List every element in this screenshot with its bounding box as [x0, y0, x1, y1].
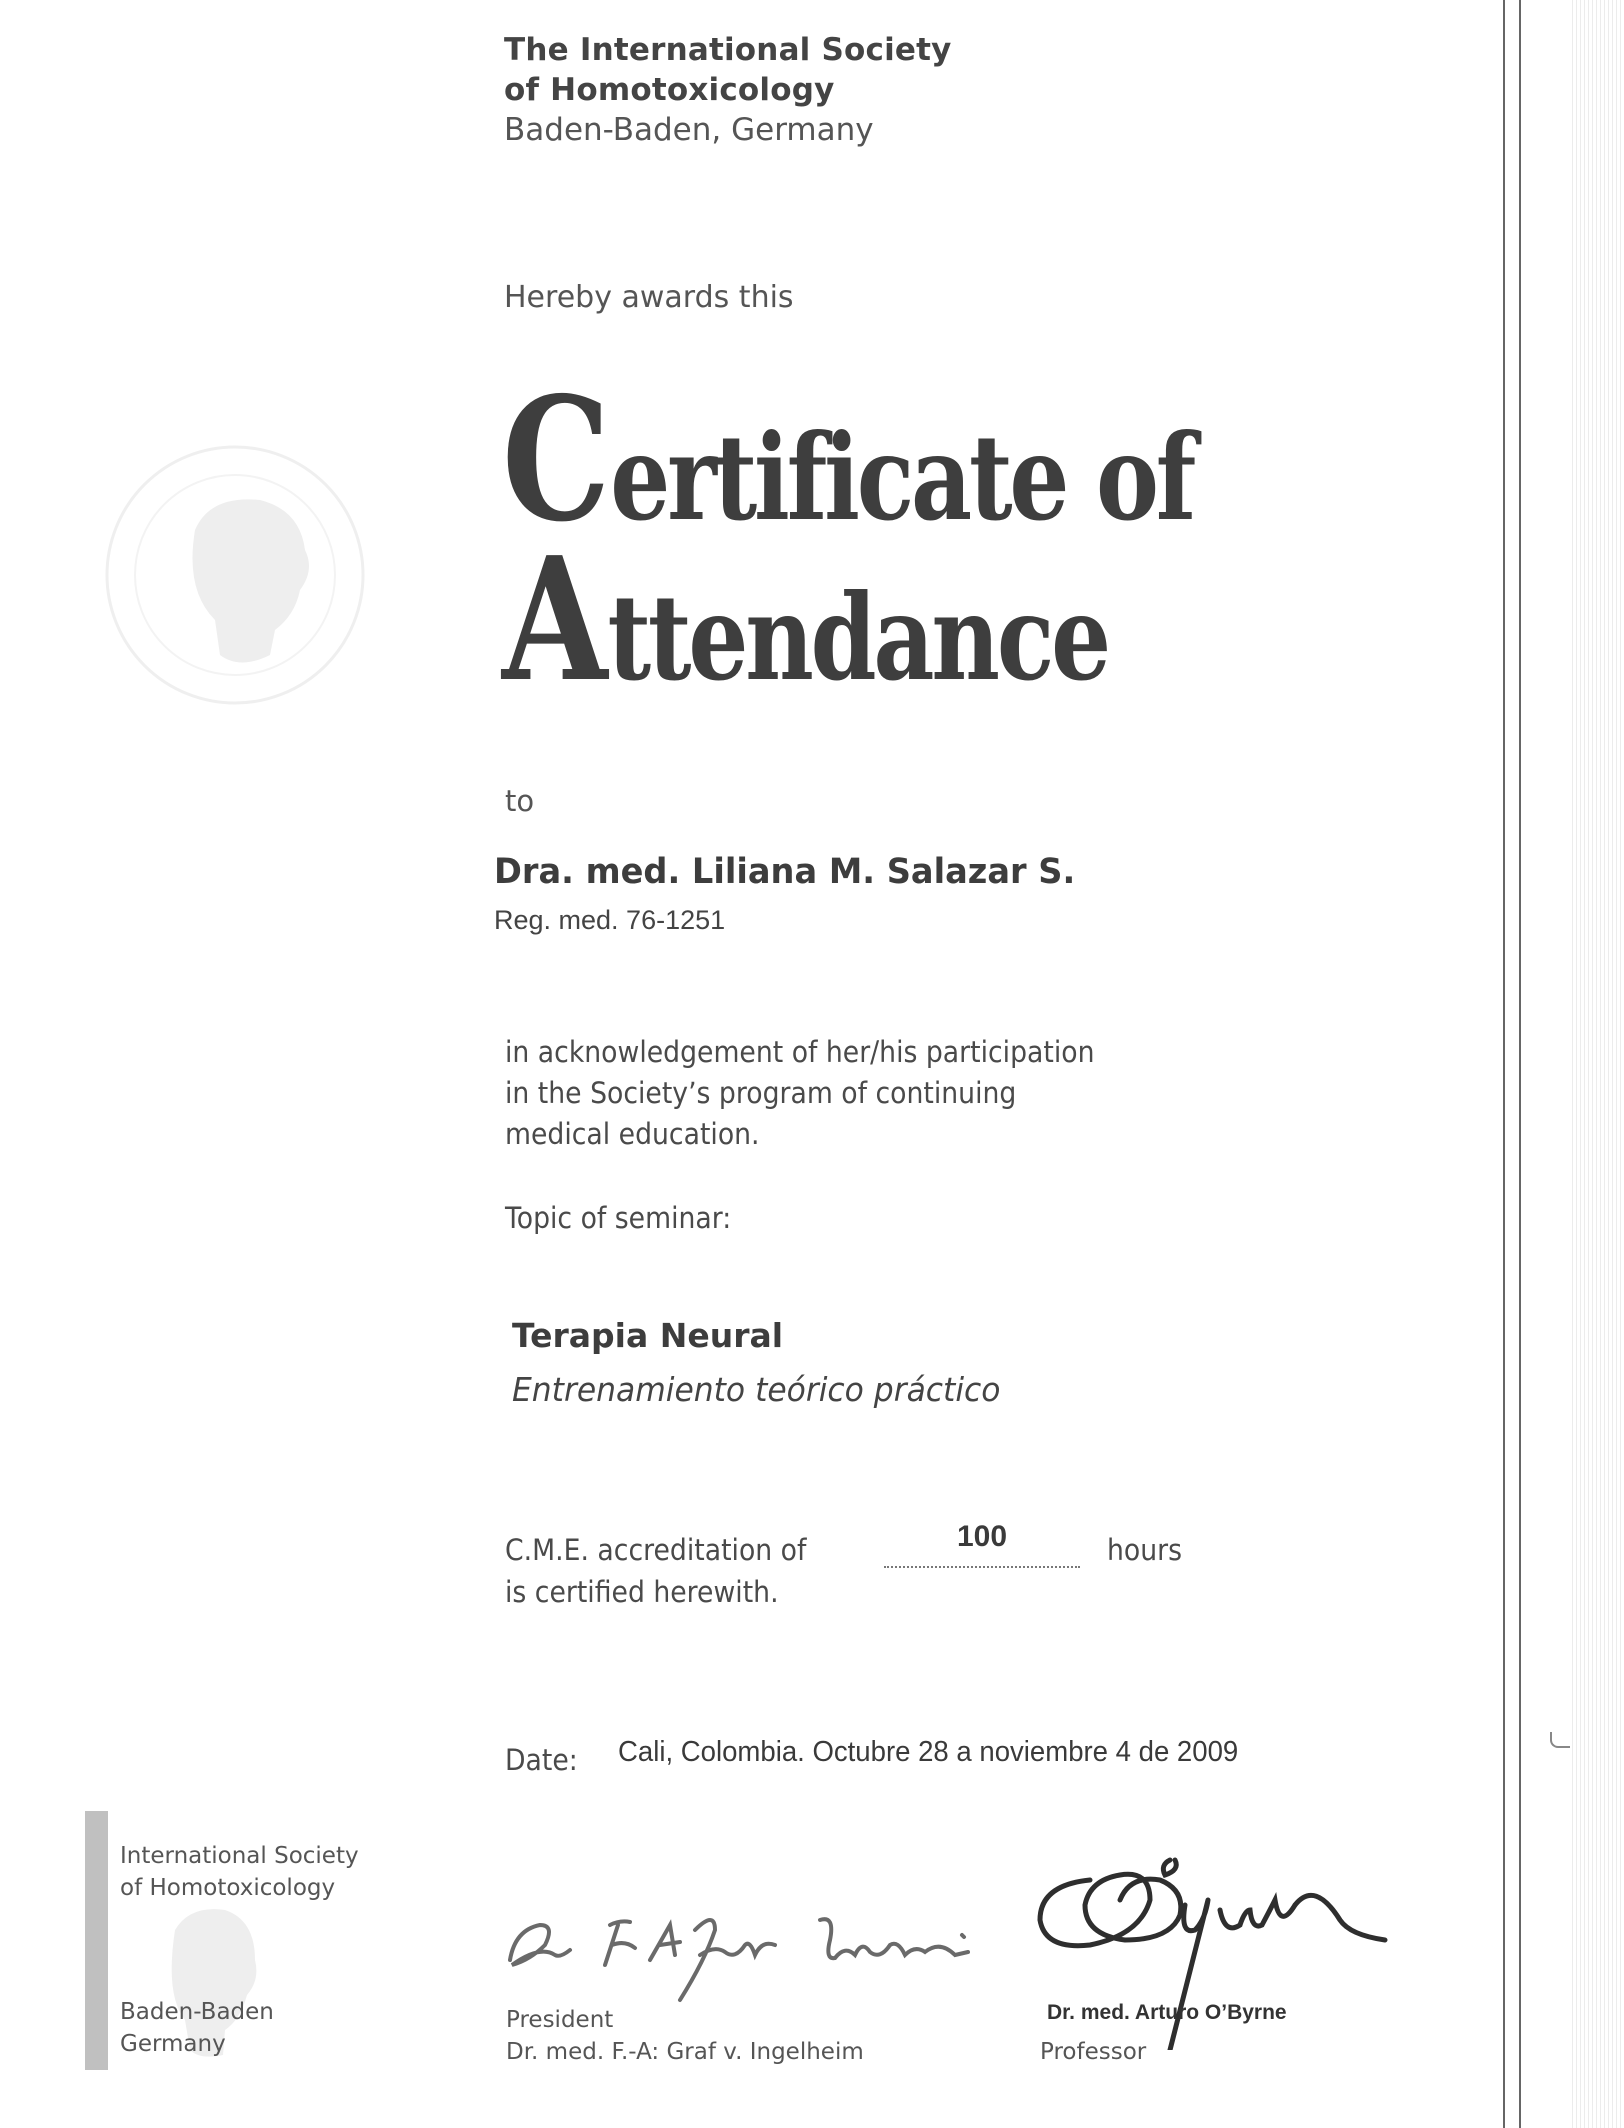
logo-org-line2: of Homotoxicology	[120, 1875, 336, 1901]
ack-line1: in acknowledgement of her/his participation	[505, 1035, 1095, 1069]
border-line-left	[1503, 0, 1505, 2128]
title-line2-rest: ttendance	[607, 568, 1108, 707]
date-label: Date:	[505, 1743, 578, 1777]
accreditation-unit: hours	[1107, 1533, 1183, 1567]
accreditation-hours-value: 100	[956, 1520, 1008, 1553]
logo-city: Baden-Baden	[120, 1999, 274, 2025]
title-initial-c: C	[502, 360, 611, 560]
recipient-registration: Reg. med. 76-1251	[494, 905, 726, 935]
intro-text: Hereby awards this	[504, 280, 794, 315]
logo-country: Germany	[120, 2031, 226, 2057]
accreditation-prefix: C.M.E. accreditation of	[505, 1533, 807, 1567]
certificate-title-line2	[502, 520, 1108, 720]
title-initial-a: A	[502, 520, 608, 720]
scan-edge-stripes	[1572, 0, 1624, 2128]
date-value: Cali, Colombia. Octubre 28 a noviembre 4 de 2009	[618, 1736, 1239, 1768]
seminar-label: Topic of seminar:	[505, 1201, 732, 1235]
recipient-name: Dra. med. Liliana M. Salazar S.	[494, 852, 1076, 892]
ack-line3: medical education.	[505, 1117, 760, 1151]
pen-mark	[1550, 1732, 1570, 1748]
seminar-subtitle: Entrenamiento teórico práctico	[512, 1370, 1001, 1409]
to-label: to	[505, 784, 535, 818]
logo-bar	[85, 1811, 108, 2070]
org-location: Baden-Baden, Germany	[504, 112, 874, 148]
seminar-topic: Terapia Neural	[512, 1316, 784, 1355]
logo-org-line1: International Society	[120, 1843, 359, 1869]
org-name-line2: of Homotoxicology	[504, 72, 835, 108]
accreditation-suffix: is certified herewith.	[505, 1575, 779, 1609]
org-name-line1: The International Society	[504, 32, 952, 68]
embossed-seal-icon	[100, 440, 370, 710]
president-title: President	[506, 2007, 614, 2033]
border-line-right	[1519, 0, 1521, 2128]
professor-name: Dr. med. Arturo O’Byrne	[1047, 2001, 1287, 2024]
hours-dotted-line	[884, 1566, 1080, 1568]
title-line1-rest: ertificate of	[610, 408, 1194, 547]
president-name: Dr. med. F.-A: Graf v. Ingelheim	[506, 2039, 864, 2065]
professor-title: Professor	[1040, 2039, 1147, 2065]
ack-line2: in the Society’s program of continuing	[505, 1076, 1017, 1110]
president-signature-icon	[500, 1900, 980, 2010]
